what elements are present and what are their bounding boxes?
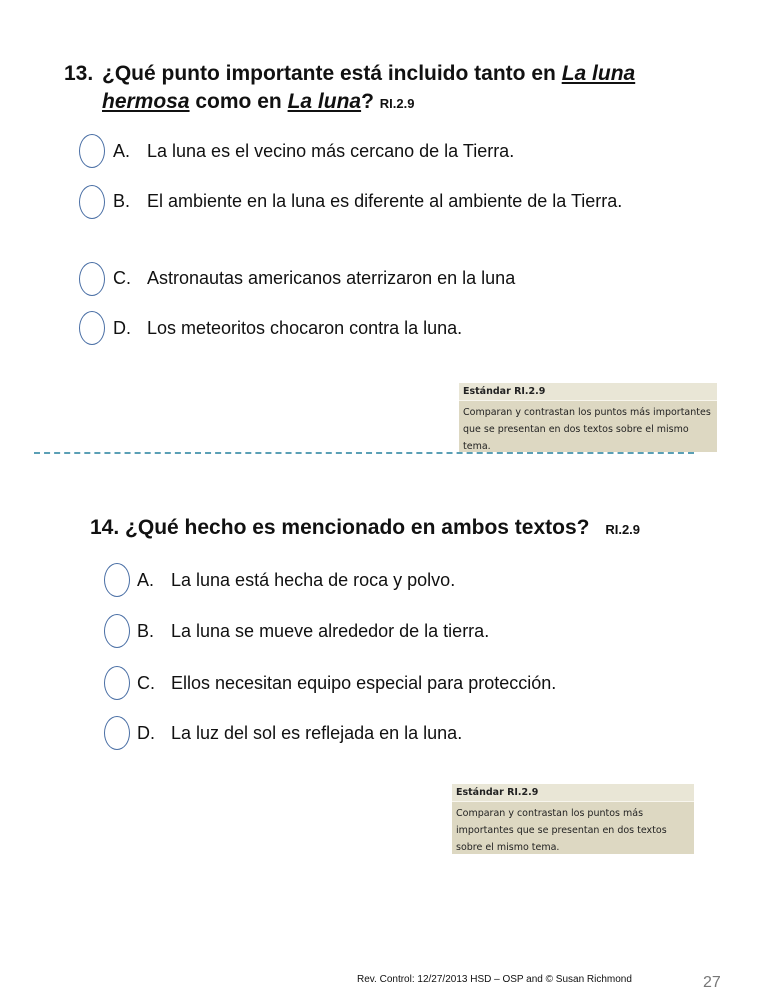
option-letter: A. — [137, 570, 155, 590]
option-text: Astronautas americanos aterrizaron en la luna — [147, 268, 516, 288]
option-letter: B. — [113, 191, 131, 211]
question-13-standard-tag: RI.2.9 — [379, 96, 415, 111]
question-13-number: 13. — [64, 62, 94, 85]
option-text: La luna se mueve alrededor de la tierra. — [171, 621, 490, 641]
question-13-title-part2: como en — [189, 90, 288, 113]
option-14a — [137, 567, 697, 593]
standard-box-body: Comparan y contrastan los puntos más importantes que se presentan en dos textos sobre el mismo tema. — [456, 808, 667, 853]
option-letter: B. — [137, 621, 155, 641]
question-14-title — [90, 514, 730, 544]
option-letter: D. — [137, 723, 155, 743]
option-letter: D. — [113, 318, 131, 338]
option-13a — [113, 138, 673, 164]
answer-bubble-13c[interactable] — [79, 262, 105, 296]
standard-box-header: Estándar RI.2.9 — [452, 784, 694, 802]
option-14b — [137, 618, 697, 644]
answer-bubble-14b[interactable] — [104, 614, 130, 648]
question-14-text: ¿Qué hecho es mencionado en ambos textos? — [125, 516, 590, 539]
section-divider — [34, 452, 694, 454]
question-13-title — [102, 60, 682, 118]
answer-bubble-14d[interactable] — [104, 716, 130, 750]
option-letter: C. — [137, 673, 155, 693]
standard-box-body: Comparan y contrastan los puntos más importantes que se presentan en dos textos sobre el mismo tema. — [463, 407, 711, 452]
question-13-text-ref-2: La luna — [287, 90, 362, 113]
answer-bubble-13b[interactable] — [79, 185, 105, 219]
option-13b — [113, 188, 673, 240]
option-text: Los meteoritos chocaron contra la luna. — [147, 318, 463, 338]
question-13-title-part1: ¿Qué punto importante está incluido tanto en — [102, 62, 562, 85]
option-13d — [113, 315, 673, 341]
option-text: La luz del sol es reflejada en la luna. — [171, 723, 463, 743]
question-14-standard-tag: RI.2.9 — [605, 522, 641, 537]
answer-bubble-13a[interactable] — [79, 134, 105, 168]
answer-bubble-13d[interactable] — [79, 311, 105, 345]
option-text: La luna es el vecino más cercano de la Tierra. — [147, 141, 515, 161]
answer-bubble-14a[interactable] — [104, 563, 130, 597]
standard-box-14 — [452, 784, 694, 854]
standard-box-header: Estándar RI.2.9 — [459, 383, 717, 401]
option-letter: C. — [113, 268, 131, 288]
answer-bubble-14c[interactable] — [104, 666, 130, 700]
page-number: 27 — [703, 974, 721, 991]
option-text: El ambiente en la luna es diferente al ambiente de la Tierra. — [147, 191, 623, 211]
question-13-text-ref-1: La luna hermosa — [102, 62, 636, 113]
option-14c — [137, 670, 697, 696]
option-letter: A. — [113, 141, 131, 161]
standard-box-13 — [459, 383, 717, 452]
option-14d — [137, 720, 697, 746]
question-13-title-part3: ? — [361, 90, 374, 113]
question-14-number: 14. — [90, 516, 120, 539]
option-text: La luna está hecha de roca y polvo. — [171, 570, 456, 590]
option-text: Ellos necesitan equipo especial para protección. — [171, 673, 557, 693]
option-13c — [113, 265, 673, 291]
revision-footer: Rev. Control: 12/27/2013 HSD – OSP and © Susan Richmond — [357, 974, 632, 985]
